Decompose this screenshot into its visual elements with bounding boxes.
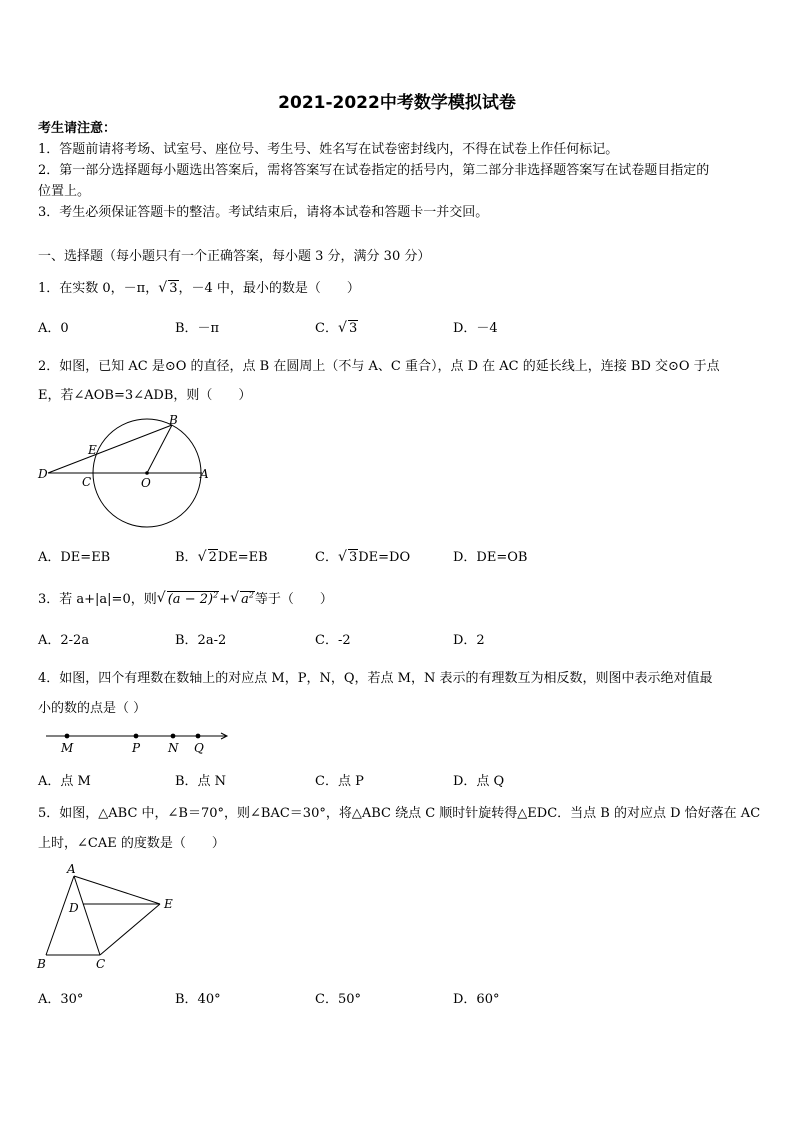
q2-label-a: A bbox=[200, 467, 209, 481]
q3-option-d[interactable]: D．2 bbox=[453, 633, 485, 648]
q2-option-c-radicand: 3 bbox=[348, 550, 358, 565]
q5-segment-ab bbox=[46, 876, 74, 955]
q2-circle-figure bbox=[34, 412, 212, 528]
question-5-line-2: 上时，∠CAE 的度数是（ ） bbox=[38, 836, 225, 851]
q2-center-dot bbox=[145, 471, 149, 475]
q3-text-post: 等于（ ） bbox=[254, 592, 333, 607]
q2-label-c: C bbox=[82, 475, 92, 489]
q1-text-post: ，－4 中，最小的数是（ ） bbox=[178, 281, 360, 296]
q5-label-c: C bbox=[96, 957, 106, 971]
notice-line-3: 位置上。 bbox=[38, 184, 91, 199]
notice-line-4: 3．考生必须保证答题卡的整洁。考试结束后，请将本试卷和答题卡一并交回。 bbox=[38, 205, 489, 220]
q3-radicand-1 bbox=[167, 591, 219, 607]
q2-label-b: B bbox=[169, 413, 178, 427]
q2-option-b-label: B． bbox=[175, 550, 198, 565]
q4-point-p bbox=[134, 734, 139, 739]
q1-option-c[interactable] bbox=[315, 317, 358, 336]
q2-option-c-sqrt bbox=[338, 550, 358, 565]
q1-sqrt bbox=[158, 281, 178, 296]
question-5-line-1: 5．如图，△ABC 中，∠B＝70°，则∠BAC＝30°，将△ABC 绕点 C 顺时针旋转得△EDC．当点 B 的对应点 D 恰好落在 AC bbox=[38, 806, 761, 821]
section-heading: 一、选择题（每小题只有一个正确答案，每小题 3 分，满分 30 分） bbox=[38, 249, 431, 264]
q4-label-p: P bbox=[132, 741, 141, 755]
q4-label-m: M bbox=[61, 741, 74, 755]
q2-option-b-text: DE=EB bbox=[217, 550, 268, 565]
q3-exponent-1: 2 bbox=[213, 590, 219, 600]
q5-label-a: A bbox=[67, 862, 76, 876]
q2-option-c[interactable] bbox=[315, 546, 410, 565]
q4-label-n: N bbox=[168, 741, 179, 755]
q2-label-o: O bbox=[141, 476, 151, 490]
q5-label-b: B bbox=[37, 957, 46, 971]
q5-option-d[interactable]: D．60° bbox=[453, 992, 500, 1007]
q2-label-e: E bbox=[88, 443, 97, 457]
q5-segment-ac bbox=[74, 876, 100, 955]
q3-radicand-2-text: a bbox=[241, 592, 249, 607]
q3-radicand-2 bbox=[240, 591, 255, 607]
q5-triangle-figure bbox=[34, 860, 184, 975]
q4-point-n bbox=[171, 734, 176, 739]
q2-option-a[interactable]: A．DE=EB bbox=[38, 550, 111, 565]
q3-text-pre: 3．若 a+|a|=0，则 bbox=[38, 592, 157, 607]
q2-option-d[interactable]: D．DE=OB bbox=[453, 550, 528, 565]
q2-option-b-sqrt bbox=[198, 550, 218, 565]
q3-exponent-2: 2 bbox=[248, 590, 254, 600]
q1-option-d[interactable]: D．－4 bbox=[453, 321, 498, 336]
question-1 bbox=[38, 277, 360, 296]
question-4-line-2: 小的数的点是（ ） bbox=[38, 701, 147, 716]
q1-option-a[interactable]: A．0 bbox=[38, 321, 69, 336]
q5-segment-ae bbox=[74, 876, 160, 904]
q3-option-b[interactable]: B．2a-2 bbox=[175, 633, 227, 648]
q5-option-b[interactable]: B．40° bbox=[175, 992, 221, 1007]
q2-option-b[interactable] bbox=[175, 546, 268, 565]
q4-option-b[interactable]: B．点 N bbox=[175, 774, 227, 789]
q4-label-q: Q bbox=[194, 741, 204, 755]
q4-point-q bbox=[196, 734, 201, 739]
q5-option-c[interactable]: C．50° bbox=[315, 992, 361, 1007]
notice-line-1: 1．答题前请将考场、试室号、座位号、考生号、姓名写在试卷密封线内，不得在试卷上作任何标记。 bbox=[38, 142, 619, 157]
q5-segment-ce bbox=[100, 904, 160, 955]
q4-number-line bbox=[40, 724, 232, 756]
q4-option-d[interactable]: D．点 Q bbox=[453, 774, 505, 789]
page-title: 2021-2022中考数学模拟试卷 bbox=[278, 93, 516, 113]
q1-radicand: 3 bbox=[169, 281, 178, 296]
q5-label-d: D bbox=[69, 901, 79, 915]
q3-radicand-1-text: (a − 2) bbox=[167, 592, 214, 607]
q2-option-c-text: DE=DO bbox=[358, 550, 411, 565]
q4-option-a[interactable]: A．点 M bbox=[38, 774, 91, 789]
q1-text-pre: 1．在实数 0，－π， bbox=[38, 281, 159, 296]
q3-sqrt-2 bbox=[230, 591, 255, 607]
q1-option-c-radicand: 3 bbox=[348, 321, 358, 336]
q4-point-m bbox=[65, 734, 70, 739]
notice-line-2: 2．第一部分选择题每小题选出答案后，需将答案写在试卷指定的括号内，第二部分非选择题答案写在试卷题目指定的 bbox=[38, 163, 710, 178]
q1-option-c-sqrt bbox=[338, 321, 358, 336]
q1-option-b[interactable]: B．－π bbox=[175, 321, 220, 336]
q5-option-a[interactable]: A．30° bbox=[38, 992, 84, 1007]
question-3 bbox=[38, 588, 333, 607]
q1-option-c-label: C． bbox=[315, 321, 338, 336]
q2-option-b-radicand: 2 bbox=[208, 550, 217, 565]
q2-label-d: D bbox=[38, 467, 48, 481]
q3-option-a[interactable]: A．2-2a bbox=[38, 633, 90, 648]
q3-plus: + bbox=[219, 592, 231, 607]
q5-label-e: E bbox=[164, 897, 173, 911]
q4-option-c[interactable]: C．点 P bbox=[315, 774, 364, 789]
q3-option-c[interactable]: C．-2 bbox=[315, 633, 351, 648]
q2-option-c-label: C． bbox=[315, 550, 338, 565]
question-2-line-1: 2．如图，已知 AC 是⊙O 的直径，点 B 在圆周上（不与 A、C 重合），点 D 在 AC 的延长线上，连接 BD 交⊙O 于点 bbox=[38, 359, 720, 374]
q3-sqrt-1 bbox=[157, 591, 219, 607]
question-2-line-2: E，若∠AOB=3∠ADB，则（ ） bbox=[38, 388, 252, 403]
question-4-line-1: 4．如图，四个有理数在数轴上的对应点 M，P，N，Q，若点 M，N 表示的有理数互为相反数，则图中表示绝对值最 bbox=[38, 671, 713, 686]
notice-heading: 考生请注意： bbox=[38, 121, 117, 136]
